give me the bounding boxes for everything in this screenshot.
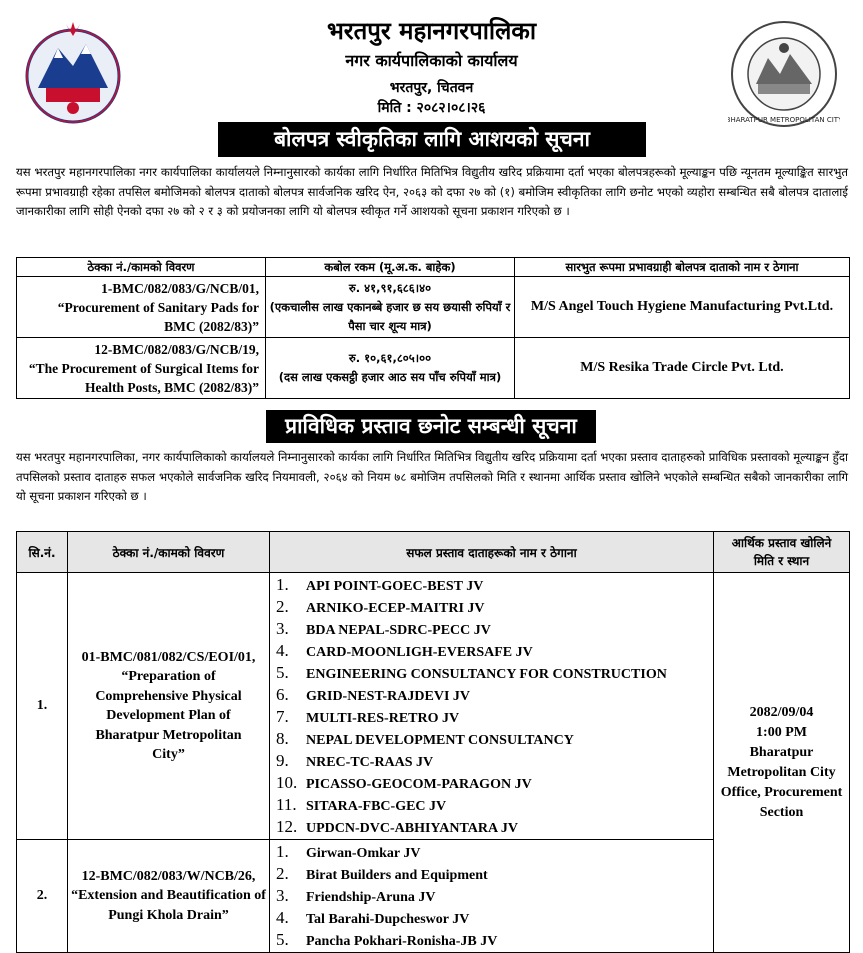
list-number: 6. xyxy=(276,685,289,704)
opening-place: Bharatpur Metropolitan City Office, Procurement Section xyxy=(720,744,843,820)
list-number: 8. xyxy=(276,729,289,748)
bidder-name: Girwan-Omkar JV xyxy=(306,846,421,861)
contract-title: “The Procurement of Surgical Items for Health Posts, BMC (2082/83)” xyxy=(28,360,259,395)
list-number: 1. xyxy=(276,575,289,594)
bid-amount-words: (दस लाख एकसट्ठी हजार आठ सय पाँच रुपियाँ मात्र) xyxy=(278,370,502,384)
table-row xyxy=(17,277,850,338)
contract-cell xyxy=(17,277,266,338)
bid-amount: रु. ४१,९१,६८६।४० xyxy=(348,280,432,295)
table-header-row xyxy=(17,258,850,277)
bidder-name: M/S Angel Touch Hygiene Manufacturing Pvt.Ltd. xyxy=(515,277,850,338)
list-item xyxy=(270,751,713,773)
list-item xyxy=(270,886,713,908)
contract-number: 1-BMC/082/083/G/NCB/01, xyxy=(101,280,259,296)
list-item xyxy=(270,864,713,886)
bidder-name: UPDCN-DVC-ABHIYANTARA JV xyxy=(306,821,518,836)
list-item xyxy=(270,663,713,685)
notice1-banner: बोलपत्र स्वीकृतिका लागि आशयको सूचना xyxy=(218,122,646,157)
contract-cell xyxy=(68,840,270,953)
list-number: 4. xyxy=(276,641,289,660)
office-subtitle: नगर कार्यपालिकाको कार्यालय xyxy=(345,51,518,70)
list-number: 3. xyxy=(276,619,289,638)
list-item xyxy=(270,729,713,751)
opening-cell xyxy=(714,573,850,953)
bidder-name: CARD-MOONLIGH-EVERSAFE JV xyxy=(306,645,533,660)
list-item xyxy=(270,773,713,795)
notice2-banner: प्राविधिक प्रस्ताव छनोट सम्बन्धी सूचना xyxy=(266,410,596,443)
list-number: 4. xyxy=(276,908,289,927)
list-number: 12. xyxy=(276,817,298,836)
office-title: भरतपुर महानगरपालिका xyxy=(326,17,537,45)
list-number: 5. xyxy=(276,663,289,682)
bidder-name: ENGINEERING CONSULTANCY FOR CONSTRUCTION xyxy=(306,667,667,682)
bidders-list xyxy=(270,573,714,840)
bidder-name: NREC-TC-RAAS JV xyxy=(306,755,434,770)
contract-cell xyxy=(68,573,270,840)
amount-cell xyxy=(266,277,515,338)
list-item xyxy=(270,597,713,619)
bid-acceptance-table xyxy=(16,257,850,399)
bidder-name: API POINT-GOEC-BEST JV xyxy=(306,579,484,594)
bidder-name: M/S Resika Trade Circle Pvt. Ltd. xyxy=(515,338,850,399)
table-header-row xyxy=(17,532,850,573)
bidder-name: ARNIKO-ECEP-MAITRI JV xyxy=(306,601,485,616)
amount-cell xyxy=(266,338,515,399)
bidder-name: PICASSO-GEOCOM-PARAGON JV xyxy=(306,777,532,792)
bharatpur-metropolitan-logo xyxy=(728,18,840,130)
contract-cell xyxy=(17,338,266,399)
bidders-list xyxy=(270,840,714,953)
contract-number: 12-BMC/082/083/W/NCB/26, xyxy=(81,868,256,884)
serial-number: 1. xyxy=(17,573,68,840)
list-item xyxy=(270,575,713,597)
list-number: 10. xyxy=(276,773,298,792)
list-item xyxy=(270,842,713,864)
opening-date: 2082/09/04 xyxy=(749,704,814,720)
list-number: 3. xyxy=(276,886,289,905)
bidder-name: Pancha Pokhari-Ronisha-JB JV xyxy=(306,934,498,949)
list-number: 1. xyxy=(276,842,289,861)
list-item xyxy=(270,619,713,641)
col-header-amount: कबोल रकम (मू.अ.क. बाहेक) xyxy=(266,258,515,277)
list-number: 7. xyxy=(276,707,289,726)
col-header-contract: ठेक्का नं./कामको विवरण xyxy=(68,532,270,573)
list-number: 2. xyxy=(276,597,289,616)
bidder-name: NEPAL DEVELOPMENT CONSULTANCY xyxy=(306,733,574,748)
col-header-bidders: सफल प्रस्ताव दाताहरूको नाम र ठेगाना xyxy=(270,532,714,573)
col-header-sn: सि.नं. xyxy=(17,532,68,573)
bid-amount: रु. १०,६१,८०५।०० xyxy=(348,351,432,365)
bidder-name: BDA NEPAL-SDRC-PECC JV xyxy=(306,623,491,638)
contract-number: 01-BMC/081/082/CS/EOI/01, xyxy=(81,649,256,665)
bidder-name: Birat Builders and Equipment xyxy=(306,868,488,883)
list-number: 11. xyxy=(276,795,297,814)
office-place: भरतपुर, चितवन xyxy=(389,80,474,96)
list-item xyxy=(270,908,713,930)
list-item xyxy=(270,795,713,817)
bidder-name: Friendship-Aruna JV xyxy=(306,890,436,905)
bidder-name: MULTI-RES-RETRO JV xyxy=(306,711,460,726)
serial-number: 2. xyxy=(17,840,68,953)
table-row xyxy=(17,573,850,840)
notice-date: मिति : २०८२।०८।२६ xyxy=(377,100,486,116)
nepal-emblem-logo xyxy=(18,18,128,128)
list-item xyxy=(270,817,713,839)
list-item xyxy=(270,641,713,663)
list-item xyxy=(270,930,713,952)
col-header-contract: ठेक्का नं./कामको विवरण xyxy=(17,258,266,277)
notice1-paragraph: यस भरतपुर महानगरपालिका नगर कार्यपालिका कार्यालयले निम्नानुसारको कार्यका लागि निर्धारित मितिभित्र विद्युतीय खरिद प्रक्रियामा दर्ता भएका बोलपत्रहरूको मूल्याङ्कन पछि न्यूनतम मूल्याङ्कित सारभुत रूपमा प्रभावग्राही रहेका तपसिल बमोजिमको बोलपत्र दाताको बोलपत्र सार्वजनिक खरिद ऐन, २०६३ को दफा २७ को (१) बमोजिम स्वीकृतिका लागि छनोट भएको व्यहोरा सम्बन्धित सबै बोलपत्र दातालाई जानकारीका लागि सोही ऐनको दफा २७ को २ र ३ को प्रयोजनका लागि यो बोलपत्र स्वीकृत गर्ने आशयको सूचना प्रकाशन गरिएको छ । xyxy=(16,165,848,218)
bidder-name: GRID-NEST-RAJDEVI JV xyxy=(306,689,471,704)
contract-title: “Preparation of Comprehensive Physical Development Plan of Bharatpur Metropolitan City” xyxy=(95,669,242,762)
table-row xyxy=(17,338,850,399)
logo-text: BHARATPUR METROPOLITAN CITY xyxy=(728,116,840,124)
contract-number: 12-BMC/082/083/G/NCB/19, xyxy=(94,341,259,357)
col-header-opening: आर्थिक प्रस्ताव खोलिने मिति र स्थान xyxy=(714,532,850,573)
bid-amount-words: (एकचालीस लाख एकानब्बे हजार छ सय छयासी रुपियाँ र पैसा चार शून्य मात्र) xyxy=(269,299,511,333)
list-number: 9. xyxy=(276,751,289,770)
contract-title: “Extension and Beautification of Pungi Khola Drain” xyxy=(71,888,266,923)
bidder-name: Tal Barahi-Dupcheswor JV xyxy=(306,912,470,927)
opening-time: 1:00 PM xyxy=(756,724,807,740)
contract-title: “Procurement of Sanitary Pads for BMC (2082/83)” xyxy=(57,299,259,334)
notice2-paragraph: यस भरतपुर महानगरपालिका, नगर कार्यपालिकाको कार्यालयले निम्नानुसारको कार्यका लागि निर्धारित मितिभित्र विद्युतीय खरिद प्रक्रियामा दर्ता भएका प्रस्ताव दाताहरुको प्राविधिक प्रस्तावको मूल्याङ्कन हुँदा तपसिलको प्रस्ताव दाताहरु सफल भएकोले सार्वजनिक खरिद नियमावली, २०६४ को नियम ७८ बमोजिम तपसिलको मिति र स्थानमा आर्थिक प्रस्ताव खोलिने भएकोले सम्बन्धित सबैको जानकारीका लागि यो सूचना प्रकाशन गरिएको छ । xyxy=(16,450,848,503)
list-number: 5. xyxy=(276,930,289,949)
list-item xyxy=(270,707,713,729)
col-header-bidder: सारभुत रूपमा प्रभावग्राही बोलपत्र दाताको नाम र ठेगाना xyxy=(515,258,850,277)
list-item xyxy=(270,685,713,707)
list-number: 2. xyxy=(276,864,289,883)
technical-proposal-table xyxy=(16,531,850,953)
bidder-name: SITARA-FBC-GEC JV xyxy=(306,799,447,814)
